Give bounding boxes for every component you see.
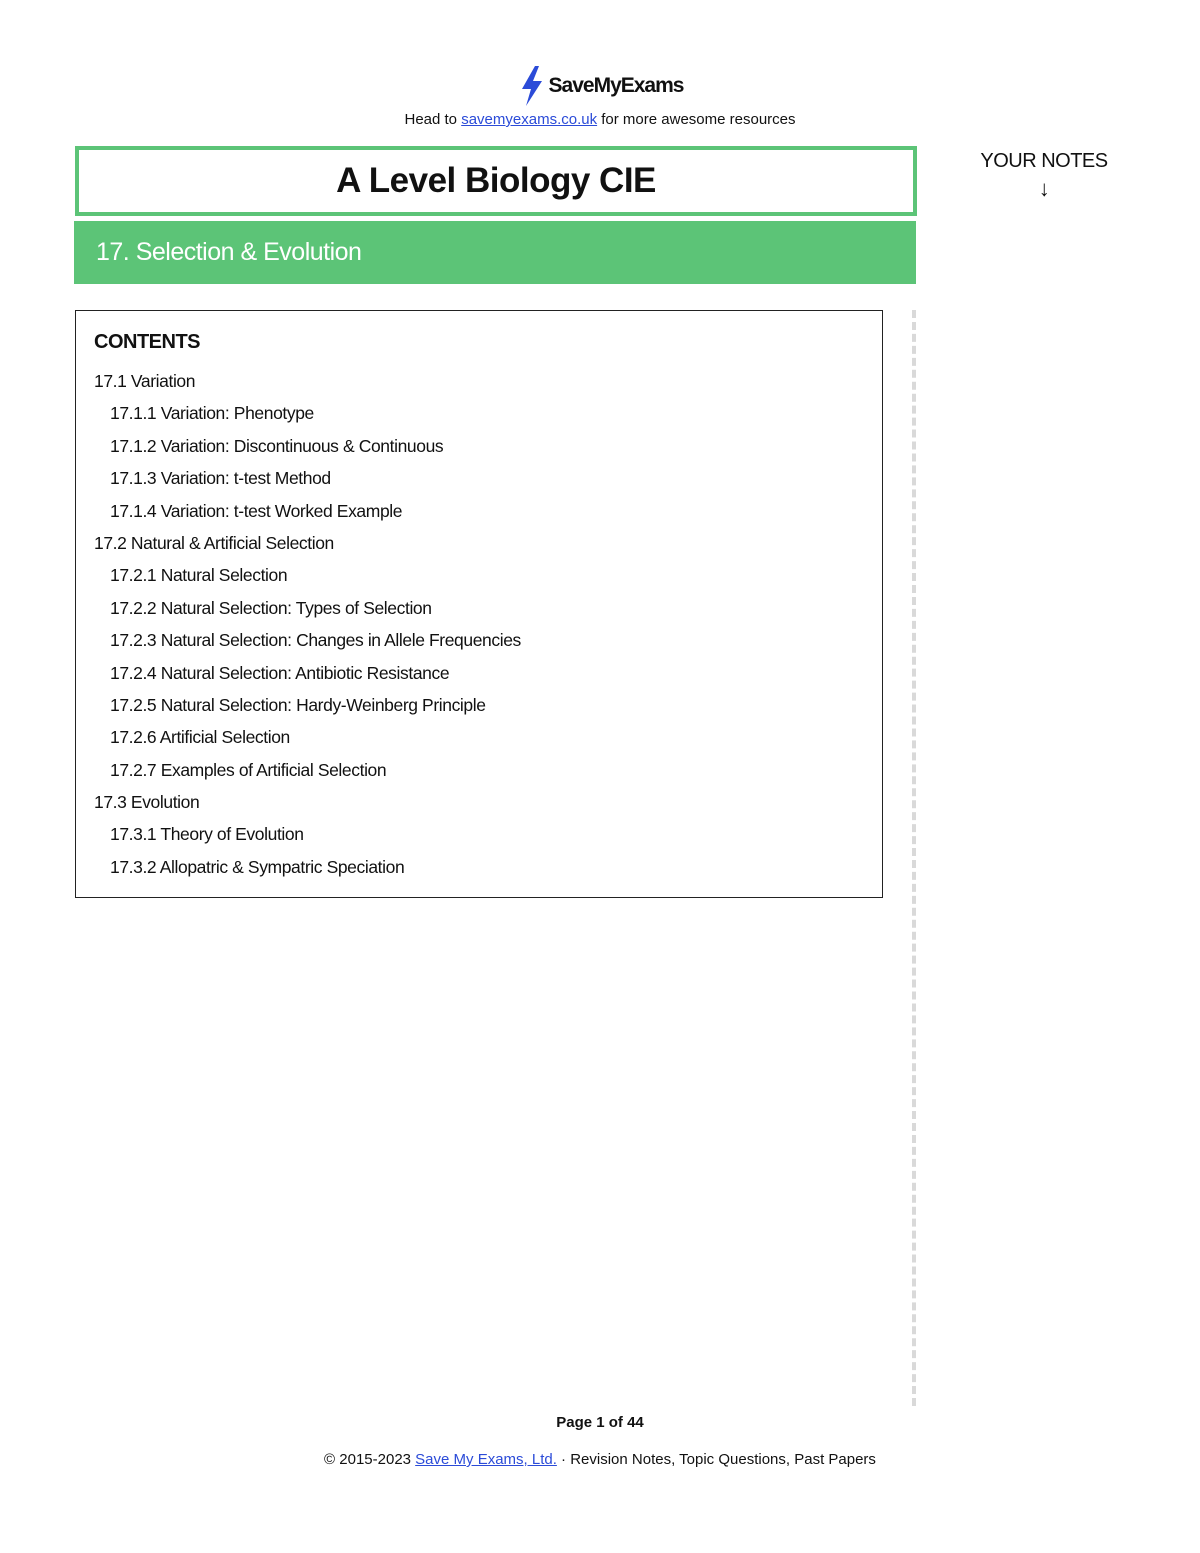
toc-item[interactable]: 17.2.3 Natural Selection: Changes in Allele Frequencies — [110, 630, 521, 651]
tagline-prefix: Head to — [404, 111, 462, 128]
brand-logo[interactable] — [517, 64, 684, 108]
tagline-suffix: for more awesome resources — [597, 111, 796, 128]
toc-item[interactable]: 17.1.4 Variation: t-test Worked Example — [110, 500, 403, 521]
arrow-down-icon: ↓ — [1038, 176, 1050, 201]
topic-title: 17. Selection & Evolution — [96, 238, 362, 266]
toc-item[interactable]: 17.1 Variation — [94, 371, 196, 391]
toc-item[interactable]: 17.2.6 Artificial Selection — [110, 727, 290, 748]
toc-item[interactable]: 17.1.1 Variation: Phenotype — [110, 403, 314, 424]
toc-item[interactable]: 17.3 Evolution — [94, 792, 200, 813]
toc-item[interactable]: 17.2.1 Natural Selection — [110, 565, 288, 586]
toc-item[interactable]: 17.1.2 Variation: Discontinuous & Continuous — [110, 435, 444, 456]
contents-box — [75, 310, 883, 898]
brand-name: SaveMyExams — [548, 74, 684, 97]
header-tagline — [0, 111, 1200, 128]
document-title: A Level Biology CIE — [336, 161, 656, 200]
toc-item[interactable]: 17.2.7 Examples of Artificial Selection — [110, 759, 387, 780]
toc-item[interactable]: 17.2.5 Natural Selection: Hardy-Weinberg Principle — [110, 694, 486, 715]
toc-item[interactable]: 17.3.1 Theory of Evolution — [110, 824, 304, 845]
document-title-box — [75, 146, 917, 216]
your-notes-text: YOUR NOTES — [980, 150, 1108, 172]
footer-link[interactable]: Save My Exams, Ltd. — [415, 1451, 557, 1468]
your-notes-label — [960, 150, 1128, 201]
table-of-contents — [94, 365, 521, 883]
page-header — [0, 64, 1200, 113]
toc-item[interactable]: 17.3.2 Allopatric & Sympatric Speciation — [110, 856, 405, 877]
toc-item[interactable]: 17.2 Natural & Artificial Selection — [94, 532, 334, 553]
toc-item[interactable]: 17.2.4 Natural Selection: Antibiotic Resistance — [110, 662, 450, 683]
notes-divider — [912, 310, 916, 1406]
toc-item[interactable]: 17.2.2 Natural Selection: Types of Selection — [110, 597, 432, 618]
website-link[interactable]: savemyexams.co.uk — [461, 111, 598, 128]
topic-banner — [74, 221, 916, 284]
footer-tagline: · Revision Notes, Topic Questions, Past Papers — [556, 1451, 876, 1468]
footer-copyright: © 2015-2023 — [324, 1451, 416, 1468]
lightning-bolt-icon — [517, 64, 547, 108]
page-footer — [0, 1451, 1200, 1468]
toc-item[interactable]: 17.1.3 Variation: t-test Method — [110, 468, 331, 489]
page-number: Page 1 of 44 — [556, 1414, 644, 1431]
contents-heading: CONTENTS — [94, 331, 200, 353]
